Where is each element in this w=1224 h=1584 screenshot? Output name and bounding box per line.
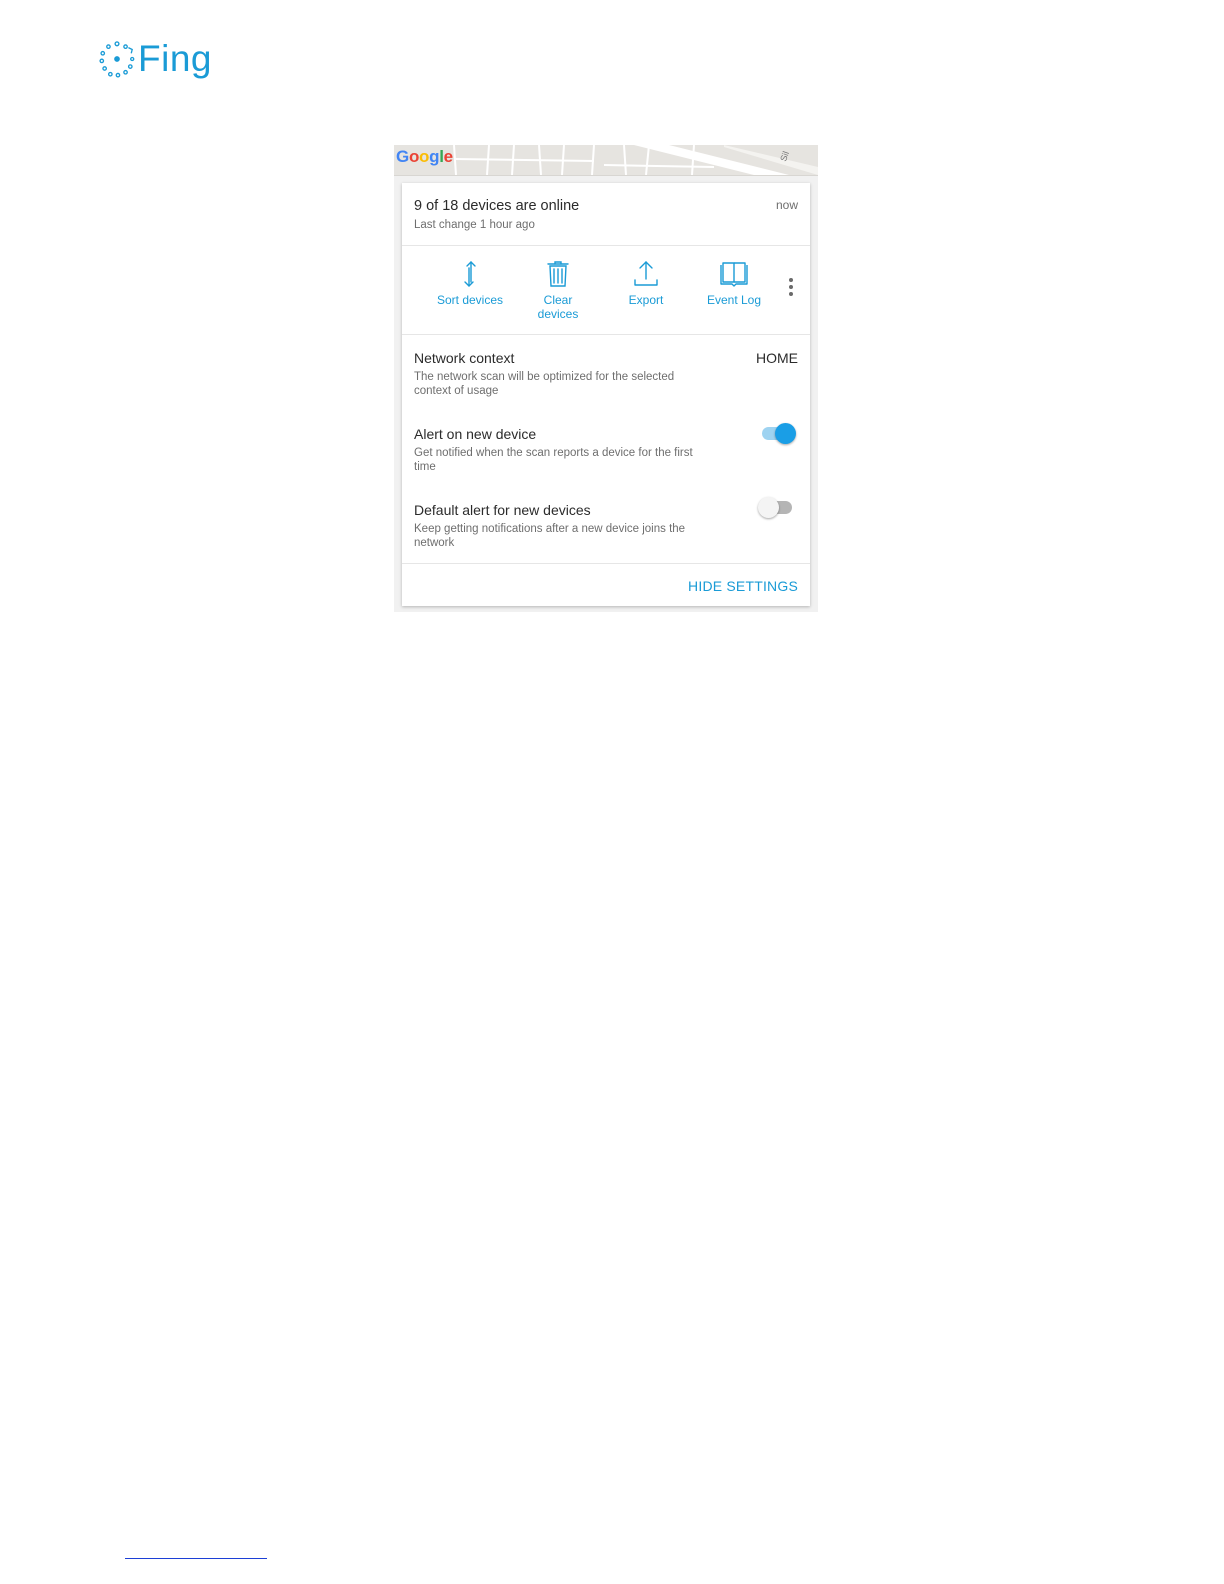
default-alert-description: Keep getting notifications after a new device joins the network (414, 523, 686, 549)
default-alert-toggle[interactable] (758, 496, 796, 518)
alert-new-device-setting (414, 426, 798, 474)
google-letter: o (408, 147, 420, 166)
google-letter: G (396, 147, 409, 166)
card-footer (402, 563, 810, 607)
export-button[interactable] (601, 260, 691, 307)
trash-icon (545, 260, 571, 288)
google-letter: g (429, 147, 440, 166)
google-letter: l (439, 147, 444, 166)
action-bar (402, 246, 810, 335)
app-screenshot (394, 145, 818, 612)
event-log-button[interactable] (689, 260, 779, 307)
network-context-setting[interactable] (414, 350, 798, 398)
sort-arrows-icon (457, 260, 483, 288)
status-header[interactable] (402, 183, 810, 246)
google-attribution (396, 147, 453, 167)
event-log-label: Event Log (706, 293, 762, 307)
status-title: 9 of 18 devices are online (414, 198, 580, 214)
default-alert-title: Default alert for new devices (414, 502, 591, 518)
network-context-value[interactable]: HOME (756, 350, 798, 366)
network-context-description: The network scan will be optimized for the selected context of usage (414, 371, 675, 397)
book-icon (720, 260, 748, 288)
clear-devices-button[interactable] (513, 260, 603, 321)
alert-new-device-toggle[interactable] (758, 422, 796, 444)
sort-devices-label: Sort devices (436, 293, 504, 307)
clear-devices-label: Clear devices (537, 293, 579, 321)
export-label: Export (628, 293, 664, 307)
brand-name: Fing (138, 38, 212, 79)
alert-new-device-title: Alert on new device (414, 426, 537, 442)
fing-logo-icon (98, 39, 136, 79)
network-card (402, 183, 810, 606)
alert-new-device-description: Get notified when the scan reports a device for the first time (414, 447, 693, 473)
google-letter: o (419, 147, 430, 166)
status-subtitle: Last change 1 hour ago (414, 219, 535, 231)
footnote-separator (125, 1558, 267, 1559)
upload-icon (632, 260, 660, 288)
sort-devices-button[interactable] (425, 260, 515, 307)
map-street-label: Sil (778, 149, 792, 163)
more-vertical-icon[interactable] (784, 276, 798, 302)
network-context-title: Network context (414, 350, 515, 366)
status-time: now (775, 198, 798, 212)
hide-settings-button[interactable]: HIDE SETTINGS (688, 578, 798, 594)
default-alert-setting (414, 502, 798, 550)
map-strip (394, 145, 818, 176)
fing-logo (98, 38, 212, 80)
google-letter: e (443, 147, 453, 166)
map-background (394, 145, 818, 175)
